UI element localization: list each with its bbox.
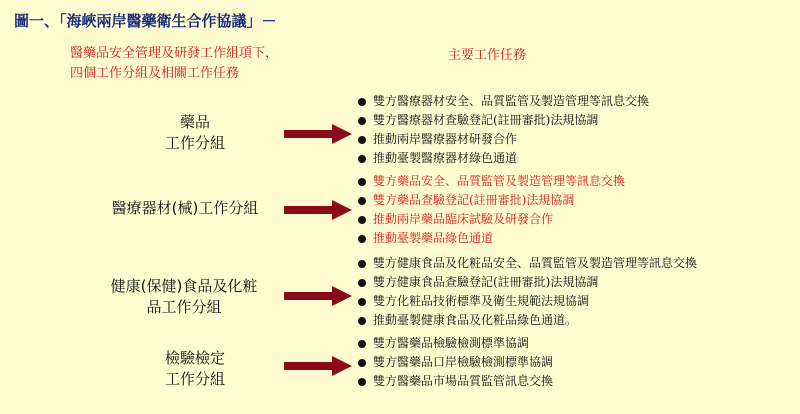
bullet-icon	[358, 98, 366, 106]
group-label-pharma	[130, 112, 260, 154]
bullet-icon	[358, 197, 366, 205]
bullet-icon	[358, 317, 366, 325]
list-item: 推動兩岸藥品臨床試驗及研發合作	[358, 210, 625, 229]
list-item: 雙方醫療器材查驗登記(註冊審批)法規協調	[358, 111, 649, 130]
intro-text	[70, 44, 278, 84]
right-arrow-icon	[284, 200, 352, 220]
bullet-icon	[358, 178, 366, 186]
list-item: 雙方醫藥品口岸檢驗檢測標準協調	[358, 353, 553, 372]
group-label-line: 品工作分組	[146, 298, 222, 316]
list-item: 雙方醫療器材安全、品質監管及製造管理等訊息交換	[358, 92, 649, 111]
bullet-icon	[358, 378, 366, 386]
bullet-icon	[358, 136, 366, 144]
group-label-line: 健康(保健)食品及化粧	[110, 277, 258, 295]
group-label-line: 工作分組	[164, 134, 225, 152]
right-arrow-icon	[284, 356, 352, 376]
group-label-line: 藥品	[179, 113, 210, 131]
group-label-line: 工作分組	[164, 370, 225, 388]
bullet-icon	[358, 216, 366, 224]
list-item: 雙方健康食品及化粧品安全、品質監管及製造管理等訊息交換	[358, 254, 697, 273]
bullet-icon	[358, 117, 366, 125]
list-item: 雙方藥品安全、品質監管及製造管理等訊息交換	[358, 172, 625, 191]
task-list-food-cosmetics	[358, 254, 697, 330]
list-item: 雙方健康食品查驗登記(註冊審批)法規協調	[358, 273, 697, 292]
right-arrow-icon	[284, 124, 352, 144]
list-item: 雙方醫藥品檢驗檢測標準協調	[358, 334, 553, 353]
group-label-devices	[90, 198, 280, 219]
list-item: 推動臺製健康食品及化粧品綠色通道。	[358, 311, 697, 330]
task-list-pharma	[358, 92, 649, 168]
list-item: 雙方藥品查驗登記(註冊審批)法規協調	[358, 191, 625, 210]
task-list-devices	[358, 172, 625, 248]
list-item: 推動兩岸醫療器材研發合作	[358, 130, 649, 149]
group-label-inspection	[130, 348, 260, 390]
list-item: 推動臺製藥品綠色通道	[358, 229, 625, 248]
task-list-inspection	[358, 334, 553, 391]
bullet-icon	[358, 359, 366, 367]
bullet-icon	[358, 155, 366, 163]
intro-line-2: 四個工作分組及相關工作任務	[70, 66, 240, 81]
diagram-title: 圖一、「海峽兩岸醫藥衛生合作協議」－	[14, 12, 277, 30]
list-item: 推動臺製醫療器材綠色通道	[358, 149, 649, 168]
intro-line-1: 醫藥品安全管理及研發工作組項下，	[70, 46, 279, 61]
bullet-icon	[358, 340, 366, 348]
group-label-food-cosmetics	[86, 276, 282, 318]
group-label-line: 醫療器材(械)工作分組	[111, 199, 259, 217]
list-item: 雙方化粧品技術標準及衛生規範法規協調	[358, 292, 697, 311]
group-label-line: 檢驗檢定	[164, 349, 225, 367]
bullet-icon	[358, 298, 366, 306]
bullet-icon	[358, 279, 366, 287]
bullet-icon	[358, 235, 366, 243]
right-arrow-icon	[284, 286, 352, 306]
bullet-icon	[358, 260, 366, 268]
tasks-header: 主要工作任務	[448, 48, 527, 63]
list-item: 雙方醫藥品市場品質監管訊息交換	[358, 372, 553, 391]
